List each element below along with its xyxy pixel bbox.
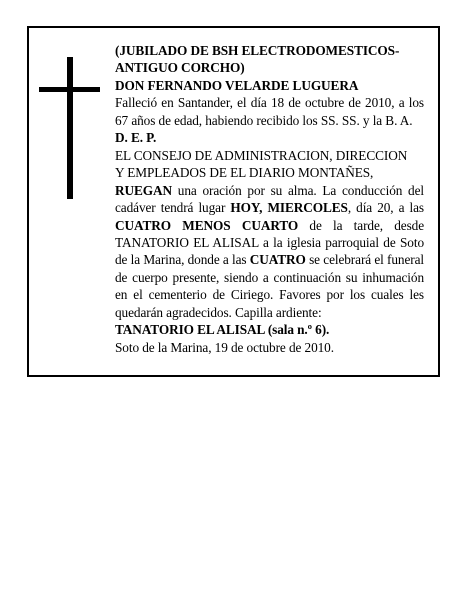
cross-icon xyxy=(67,57,73,199)
cross-icon-arm xyxy=(39,87,100,92)
dep-line: D. E. P. xyxy=(115,130,157,146)
chapel-line: TANATORIO EL ALISAL (sala n.º 6). xyxy=(115,322,330,338)
day-bold: HOY, MIERCOLES xyxy=(230,200,348,216)
death-text: Falleció en Santander, el día 18 de octubre de 2010, a los 67 años de edad, habiendo recibido los SS. SS. y la B. A. xyxy=(115,95,424,128)
council-line-2: Y EMPLEADOS DE EL DIARIO MONTAÑES, xyxy=(115,165,374,181)
time2-bold: CUATRO xyxy=(249,252,306,268)
time-bold: CUATRO MENOS CUARTO xyxy=(115,217,299,233)
ruegan: RUEGAN xyxy=(115,182,173,198)
header-line-2: ANTIGUO CORCHO) xyxy=(115,60,245,76)
date-line: Soto de la Marina, 19 de octubre de 2010. xyxy=(115,339,334,355)
council-line-1: EL CONSEJO DE ADMINISTRACION, DIRECCION xyxy=(115,147,408,163)
main-paragraph: RUEGAN una oración por su alma. La conducción del cadáver tendrá lugar HOY, MIERCOLES, día 20, a las CUATRO MENOS CUARTO de la tarde, desde TANATORIO EL ALISAL a la iglesia parroquial de Soto de la Marina, donde a las CUATRO se celebrará el funeral de cuerpo presente, siendo a continuación su inhumación en el cementerio de Ciriego. Favores por los cuales les quedarán agradecidos. Capilla ardiente: xyxy=(115,182,425,320)
obituary-notice xyxy=(27,26,440,377)
header-line-1: (JUBILADO DE BSH ELECTRODOMESTICOS- xyxy=(115,43,400,58)
obituary-text xyxy=(115,42,424,356)
deceased-name: DON FERNANDO VELARDE LUGUERA xyxy=(115,77,359,93)
